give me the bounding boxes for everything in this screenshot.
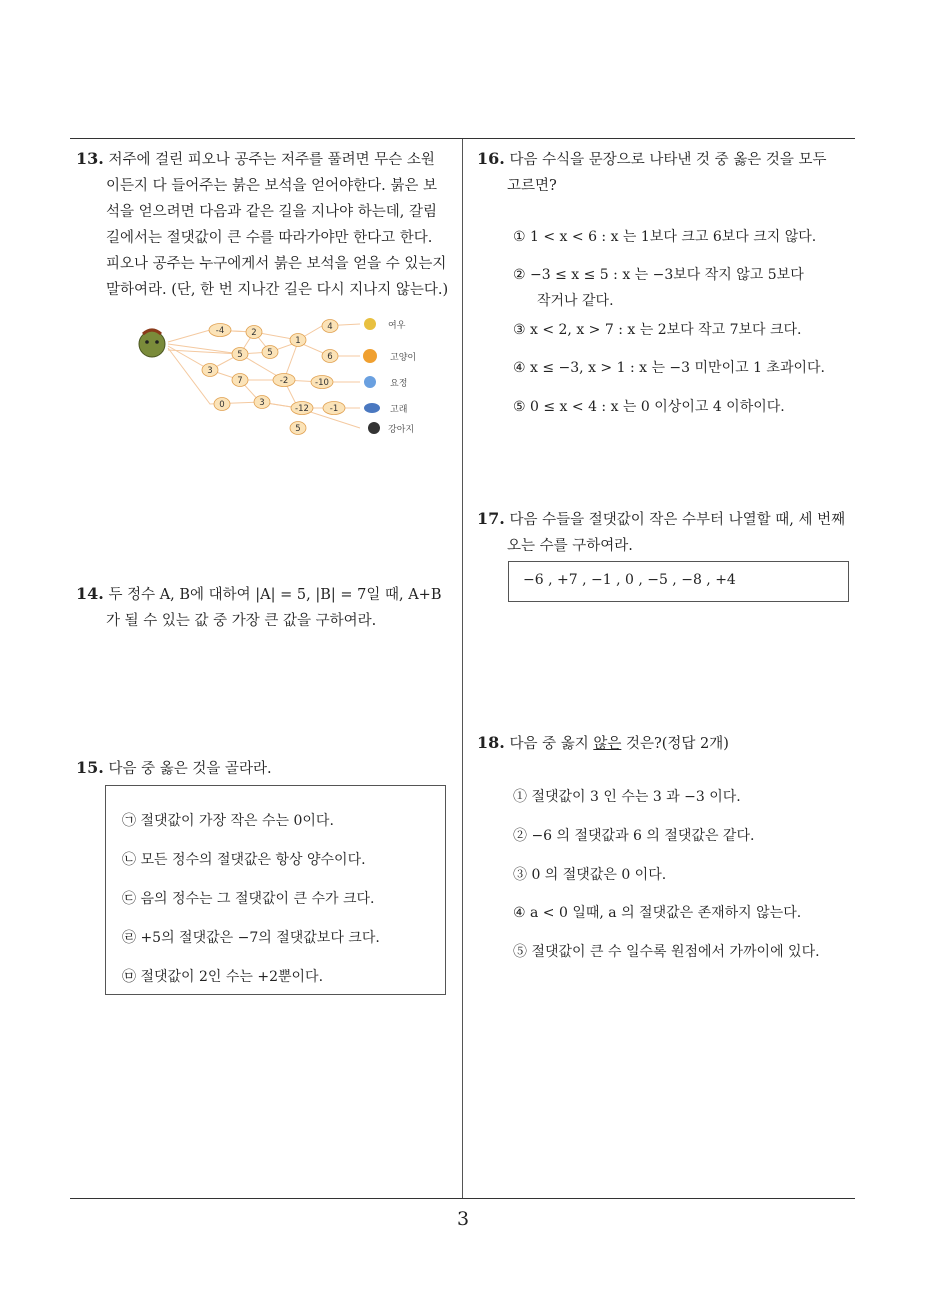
q14-number: 14. xyxy=(76,584,104,603)
q17-number: 17. xyxy=(477,509,505,528)
q13-line-1: 13. 저주에 걸린 피오나 공주는 저주를 풀려면 무슨 소원 xyxy=(76,149,435,168)
diagram-node-label: 5 xyxy=(237,350,243,360)
label-whale: 고래 xyxy=(390,405,408,415)
q15-statement-4: ㉣ +5의 절댓값은 −7의 절댓값보다 크다. xyxy=(122,930,380,946)
q16-option-4: ④ x ≤ −3, x > 1 : x 는 −3 미만이고 1 초과이다. xyxy=(513,360,825,376)
q15-statement-box xyxy=(105,785,446,995)
q13-number: 13. xyxy=(76,149,104,168)
q16-option-2-continued: 작거나 같다. xyxy=(537,293,614,309)
diagram-node-label: -10 xyxy=(315,378,329,388)
q16-option-1: ① 1 < x < 6 : x 는 1보다 크고 6보다 크지 않다. xyxy=(513,229,817,245)
q18-option-1: ① 절댓값이 3 인 수는 3 과 −3 이다. xyxy=(513,789,741,805)
q15-statement-5: ㉤ 절댓값이 2인 수는 +2뿐이다. xyxy=(122,969,324,985)
q14-line-1: 14. 두 정수 A, B에 대하여 |A| = 5, |B| = 7일 때, A+B xyxy=(76,584,442,603)
q18-line-1: 18. 다음 중 옳지 않은 것은?(정답 2개) xyxy=(477,733,729,752)
q15-number: 15. xyxy=(76,758,104,777)
q16-line-2: 고르면? xyxy=(507,178,557,194)
diagram-node-label: -4 xyxy=(215,326,225,336)
label-fairy: 요정 xyxy=(390,379,408,389)
cat-icon xyxy=(363,349,377,363)
q18-option-4: ④ a < 0 일때, a 의 절댓값은 존재하지 않는다. xyxy=(513,905,802,921)
princess-icon xyxy=(139,330,165,357)
diagram-node-label: 7 xyxy=(237,376,243,386)
question-14 xyxy=(76,581,456,634)
page-number: 3 xyxy=(456,1208,470,1230)
diagram-node-label: 3 xyxy=(259,398,265,408)
fox-icon xyxy=(364,318,376,330)
q15-statement-1: ㉠ 절댓값이 가장 작은 수는 0이다. xyxy=(122,813,334,829)
question-15 xyxy=(76,755,456,782)
diagram-node-label: 5 xyxy=(267,348,273,358)
q13-line-4: 길에서는 절댓값이 큰 수를 따라가야만 한다고 한다. xyxy=(106,230,433,246)
label-cat: 고양이 xyxy=(390,353,417,363)
q18-option-3: ③ 0 의 절댓값은 0 이다. xyxy=(513,867,667,883)
q15-statement-2: ㉡ 모든 정수의 절댓값은 항상 양수이다. xyxy=(122,852,366,868)
diagram-node-label: 0 xyxy=(219,400,225,410)
q17-line-1: 17. 다음 수들을 절댓값이 작은 수부터 나열할 때, 세 번째 xyxy=(477,509,846,528)
q15-statement-3: ㉢ 음의 정수는 그 절댓값이 큰 수가 크다. xyxy=(122,891,375,907)
dog-icon xyxy=(368,422,380,434)
whale-icon xyxy=(364,403,380,413)
label-dog: 강아지 xyxy=(388,425,415,435)
q13-line-5: 피오나 공주는 누구에게서 붉은 보석을 얻을 수 있는지 xyxy=(106,256,447,272)
diagram-node-label: 1 xyxy=(295,336,301,346)
question-18 xyxy=(477,730,857,757)
path-diagram xyxy=(130,312,430,442)
q13-line-2: 이든지 다 들어주는 붉은 보석을 얻어야한다. 붉은 보 xyxy=(106,178,438,194)
q13-line-6: 말하여라. (단, 한 번 지나간 길은 다시 지나지 않는다.) xyxy=(106,282,449,298)
question-13 xyxy=(76,146,456,303)
question-16 xyxy=(477,146,857,199)
q16-number: 16. xyxy=(477,149,505,168)
q16-option-5: ⑤ 0 ≤ x < 4 : x 는 0 이상이고 4 이하이다. xyxy=(513,399,785,415)
question-17 xyxy=(477,506,857,559)
q18-option-5: ⑤ 절댓값이 큰 수 일수록 원점에서 가까이에 있다. xyxy=(513,944,820,960)
q17-numbers: −6 , +7 , −1 , 0 , −5 , −8 , +4 xyxy=(523,572,736,588)
q13-line-3: 석을 얻으려면 다음과 같은 길을 지나야 하는데, 갈림 xyxy=(106,204,438,220)
diagram-node-label: 2 xyxy=(251,328,257,338)
bottom-rule xyxy=(70,1198,855,1199)
q18-number: 18. xyxy=(477,733,505,752)
diagram-node-label: 4 xyxy=(327,322,333,332)
diagram-node-label: -12 xyxy=(295,404,309,414)
diagram-node-label: -1 xyxy=(329,404,339,414)
q16-option-3: ③ x < 2, x > 7 : x 는 2보다 작고 7보다 크다. xyxy=(513,322,802,338)
fairy-icon xyxy=(364,376,376,388)
q17-line-2: 오는 수를 구하여라. xyxy=(507,538,633,554)
diagram-node-label: 5 xyxy=(295,424,301,434)
q18-option-2: ② −6 의 절댓값과 6 의 절댓값은 같다. xyxy=(513,828,755,844)
q17-number-box xyxy=(508,561,849,602)
q16-option-2: ② −3 ≤ x ≤ 5 : x 는 −3보다 작지 않고 5보다 xyxy=(513,267,804,283)
q16-line-1: 16. 다음 수식을 문장으로 나타낸 것 중 옳은 것을 모두 xyxy=(477,149,827,168)
q14-line-2: 가 될 수 있는 값 중 가장 큰 값을 구하여라. xyxy=(106,613,377,629)
label-fox: 여우 xyxy=(388,321,406,331)
q18-underlined-word: 않은 xyxy=(593,736,622,752)
diagram-nodes xyxy=(202,320,345,435)
q15-line-1: 15. 다음 중 옳은 것을 골라라. xyxy=(76,758,272,777)
diagram-node-label: -2 xyxy=(279,376,289,386)
diagram-node-label: 3 xyxy=(207,366,213,376)
column-divider xyxy=(462,139,463,1198)
diagram-node-label: 6 xyxy=(327,352,333,362)
